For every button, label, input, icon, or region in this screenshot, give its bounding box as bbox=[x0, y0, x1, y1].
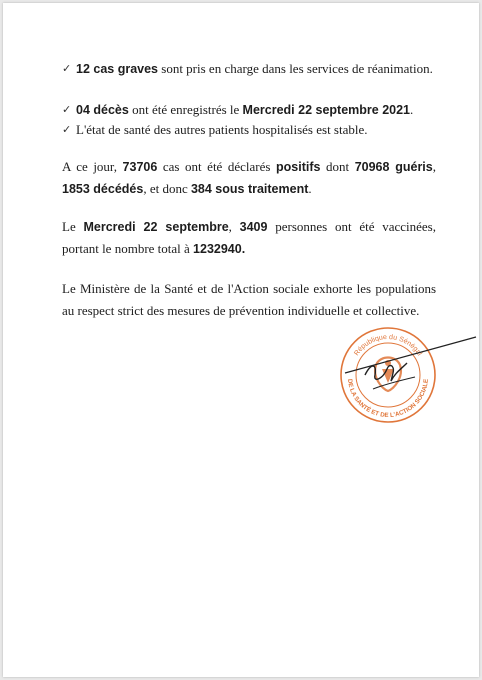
vaccinated-total: 1232940. bbox=[193, 242, 246, 256]
vaccination-date: Mercredi 22 septembre bbox=[83, 220, 229, 234]
positive-label: positifs bbox=[276, 160, 321, 174]
ministry-exhortation-paragraph: Le Ministère de la Santé et de l'Action sociale exhorte les populations au respect strict des mesures de prévention individuelle et collective. bbox=[62, 281, 436, 318]
deaths-date: Mercredi 22 septembre 2021 bbox=[242, 103, 411, 117]
vaccinated-count: 3409 bbox=[239, 220, 268, 234]
check-icon: ✓ bbox=[62, 62, 72, 75]
recovered-count: 70968 guéris bbox=[354, 160, 433, 174]
handwritten-signature bbox=[343, 333, 478, 403]
deaths-count: 04 décès bbox=[76, 103, 129, 117]
check-icon: ✓ bbox=[62, 103, 72, 116]
total-cases-count: 73706 bbox=[122, 160, 158, 174]
deaths-text: ont été enregistrés le bbox=[128, 102, 243, 117]
bullet-item-stable bbox=[62, 119, 438, 141]
stamp-top-text: République du Sénégal bbox=[353, 333, 423, 358]
para1-text-6: . bbox=[308, 181, 312, 196]
para2-text-1: Le bbox=[62, 219, 84, 234]
stable-text: L'état de santé des autres patients hospitalisés est stable. bbox=[76, 122, 368, 137]
para1-text-5: , et donc bbox=[143, 181, 191, 196]
para2-text-3: personnes ont été vaccinées, portant le nombre total à bbox=[62, 219, 436, 256]
vaccination-paragraph bbox=[62, 216, 436, 260]
check-icon: ✓ bbox=[62, 123, 72, 136]
bullet-item-deaths bbox=[62, 99, 438, 121]
para1-text-1: A ce jour, bbox=[62, 159, 123, 174]
stamp-bottom-text: DE LA SANTÉ ET DE L'ACTION SOCIALE bbox=[346, 378, 430, 420]
document-page bbox=[3, 3, 479, 677]
severe-cases-text: sont pris en charge dans les services de réanimation. bbox=[158, 61, 433, 76]
severe-cases-count: 12 cas graves bbox=[76, 62, 159, 76]
para1-text-3: dont bbox=[320, 159, 355, 174]
under-treatment-count: 384 sous traitement bbox=[190, 182, 309, 196]
para1-text-2: cas ont été déclarés bbox=[157, 159, 277, 174]
para2-text-2: , bbox=[228, 219, 240, 234]
cumulative-cases-paragraph bbox=[62, 156, 436, 200]
deceased-count: 1853 décédés bbox=[62, 182, 144, 196]
bullet-item-severe-cases bbox=[62, 58, 438, 80]
deaths-end: . bbox=[410, 102, 414, 117]
para1-text-4: , bbox=[432, 159, 436, 174]
